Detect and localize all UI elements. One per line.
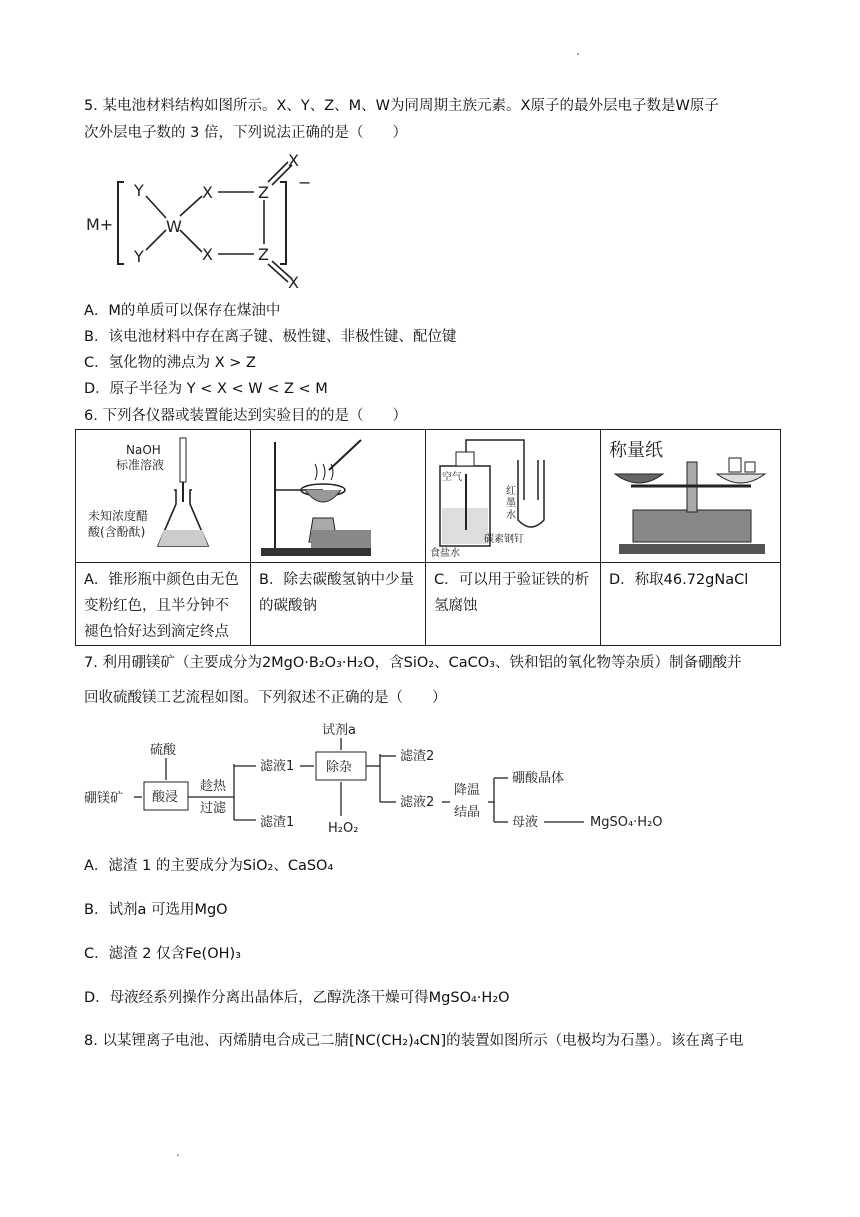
svg-text:硼酸晶体: 硼酸晶体 [512,771,565,786]
svg-text:滤渣1: 滤渣1 [260,815,295,830]
atom-y-bottom: Y [134,247,144,266]
q5-option-b: B．该电池材料中存在离子键、极性键、非极性键、配位键 [84,329,457,345]
svg-text:空气: 空气 [442,472,462,483]
cation-label: M+ [86,215,114,234]
q7-option-b: B．试剂a 可选用MgO [84,902,228,918]
page-mark-top: . [576,44,580,58]
svg-text:标准溶液: 标准溶液 [116,458,165,472]
svg-text:过滤: 过滤 [200,801,227,816]
svg-text:酸(含酚酞): 酸(含酚酞) [88,525,146,539]
svg-text:H₂O₂: H₂O₂ [328,821,359,836]
q6-option-a: A．锥形瓶中颜色由无色变粉红色，且半分钟不褪色恰好达到滴定终点 [84,572,239,640]
svg-text:未知浓度醋: 未知浓度醋 [88,509,149,523]
atom-z-bottom: Z [258,245,269,264]
heating-apparatus [251,430,425,562]
atom-x-top-dbl: X [288,152,299,170]
q6-options-table [75,429,781,646]
atom-w: W [166,217,182,236]
svg-text:水: 水 [506,510,516,521]
svg-text:硼镁矿: 硼镁矿 [84,791,124,806]
svg-text:碳素钢钉: 碳素钢钉 [484,534,524,545]
corrosion-apparatus [426,430,600,562]
q8-stem-line1: 8. 以某锂离子电池、丙烯腈电合成己二腈[NC(CH₂)₄CN]的装置如图所示（电极均为石墨）。该在离子电 [84,1033,744,1049]
q6-option-c: C．可以用于验证铁的析氢腐蚀 [434,572,590,614]
svg-text:结晶: 结晶 [454,805,481,820]
q7-stem-line1: 7. 利用硼镁矿（主要成分为2MgO·B₂O₃·H₂O，含SiO₂、CaCO₃、铁和铝的氧化物等杂质）制备硼酸并 [84,655,742,671]
svg-text:NaOH: NaOH [126,443,161,457]
atom-z-top: Z [258,183,269,202]
anion-charge: − [298,173,312,192]
svg-text:滤液2: 滤液2 [400,795,435,810]
svg-text:趁热: 趁热 [200,779,227,794]
q5-option-d: D．原子半径为 Y < X < W < Z < M [84,381,328,397]
balance-apparatus [601,430,780,562]
svg-text:红: 红 [506,486,516,497]
q7-option-c: C．滤渣 2 仅含Fe(OH)₃ [84,946,241,962]
svg-text:MgSO₄·H₂O: MgSO₄·H₂O [590,815,663,830]
titration-apparatus [76,430,250,562]
q5-structure-diagram [84,152,324,292]
atom-x-bottom: X [202,245,213,264]
svg-text:降温: 降温 [454,783,481,798]
atom-y-top: Y [134,181,144,200]
q7-stem-line2: 回收硫酸镁工艺流程如图。下列叙述不正确的是（ ） [84,690,447,706]
svg-text:除杂: 除杂 [326,760,353,775]
svg-text:酸浸: 酸浸 [152,790,179,805]
svg-text:试剂a: 试剂a [322,723,356,738]
svg-text:硫酸: 硫酸 [150,743,177,758]
q5-option-a: A．M的单质可以保存在煤油中 [84,303,281,319]
q6-option-b: B．除去碳酸氢钠中少量的碳酸钠 [259,572,414,614]
page-mark-bottom: . [176,1145,180,1159]
svg-text:滤渣2: 滤渣2 [400,749,435,764]
atom-x-top: X [202,183,213,202]
atom-x-bottom-dbl: X [288,273,299,292]
svg-text:母液: 母液 [512,815,539,830]
q5-stem-line1: 5. 某电池材料结构如图所示。X、Y、Z、M、W为同周期主族元素。X原子的最外层电子数是W原子 [84,98,719,114]
svg-text:食盐水: 食盐水 [430,548,460,559]
q6-option-d: D．称取46.72gNaCl [609,572,749,588]
q5-option-c: C．氢化物的沸点为 X > Z [84,355,256,371]
svg-text:墨: 墨 [506,498,516,509]
q7-process-flow [84,720,664,842]
q7-option-d: D．母液经系列操作分离出晶体后，乙醇洗涤干燥可得MgSO₄·H₂O [84,990,510,1006]
svg-text:称量纸: 称量纸 [609,440,663,461]
svg-text:滤液1: 滤液1 [260,759,295,774]
q5-stem-line2: 次外层电子数的 3 倍，下列说法正确的是（ ） [84,125,407,141]
q7-option-a: A．滤渣 1 的主要成分为SiO₂、CaSO₄ [84,858,334,874]
q6-stem: 6. 下列各仪器或装置能达到实验目的的是（ ） [84,408,407,424]
